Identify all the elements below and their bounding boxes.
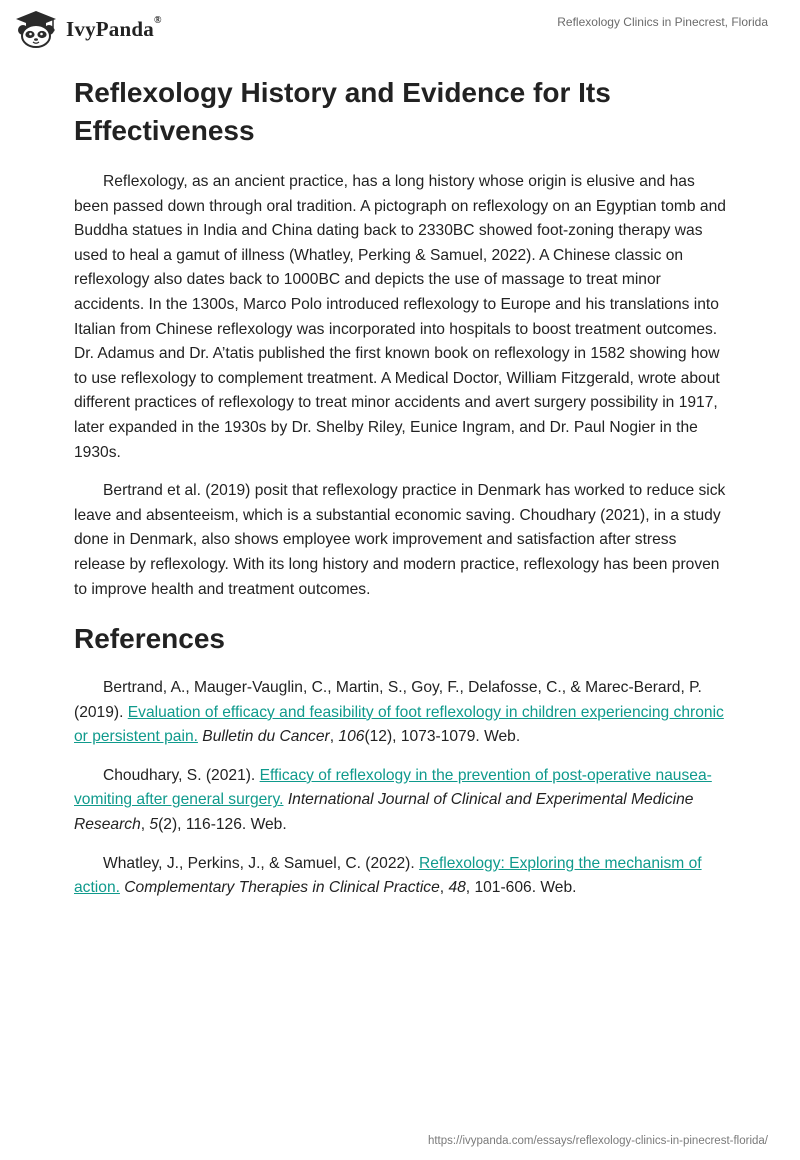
journal-name: Bulletin du Cancer xyxy=(202,728,330,746)
reference-link[interactable]: Evaluation of efficacy and feasibility of foot reflexology in children experiencing chronic or persistent pain. xyxy=(74,703,724,746)
article-title: Reflexology History and Evidence for Its Effectiveness xyxy=(74,77,611,146)
panda-graduate-icon xyxy=(12,10,60,48)
body-paragraph: Reflexology, as an ancient practice, has a long history whose origin is elusive and has been passed down through oral tradition. A pictograph on reflexology on an Egyptian tomb and Buddha statues in India and China dating back to 2330BC showed foot-zoning therapy was used to heal a gamut of illness (Whatley, Perking & Samuel, 2022). A Chinese classic on reflexology also dates back to 1000BC and depicts the use of massage to treat minor accidents. In the 1300s, Marco Polo introduced reflexology to Europe and his translations into Italian from Chinese reflexology was incorporated into hospitals to boost treatment outcomes. Dr. Adamus and Dr. A’tatis published the first known book on reflexology in 1582 showing how to use reflexology to complement treatment. A Medical Doctor, William Fitzgerald, wrote about different practices of reflexology to treat minor accidents and avert surgery possibility in 1917, later expanded in the 1930s by Dr. Shelby Riley, Eunice Ingram, and Dr. Paul Nogier in the 1930s. xyxy=(74,173,726,461)
reference-link[interactable]: Reflexology: Exploring the mechanism of action. xyxy=(74,854,702,897)
article-content xyxy=(74,74,726,901)
volume: 48 xyxy=(448,879,466,897)
page-header xyxy=(0,0,800,60)
journal-name: Complementary Therapies in Clinical Practice xyxy=(124,879,440,897)
volume: 106 xyxy=(338,728,365,746)
reference-item: Bertrand, A., Mauger-Vauglin, C., Martin, S., Goy, F., Delafosse, C., & Marec-Berard, P. (2019). Evaluation of efficacy and feasibility of foot reflexology in children experiencing chronic or persistent pain. Bulletin du Cancer, 106(12), 1073-1079. Web. xyxy=(74,679,724,746)
journal-name: International Journal of Clinical and Experimental Medicine Research xyxy=(74,791,694,834)
brand-logo[interactable] xyxy=(12,10,162,48)
source-url[interactable]: https://ivypanda.com/essays/reflexology-clinics-in-pinecrest-florida/ xyxy=(427,1135,768,1147)
body-paragraph: Bertrand et al. (2019) posit that reflexology practice in Denmark has worked to reduce sick leave and absenteeism, which is a substantial economic saving. Choudhary (2021), in a study done in Denmark, also shows employee work improvement and satisfaction after stress release by reflexology. With its long history and modern practice, reflexology has been proven to improve health and treatment outcomes. xyxy=(74,482,726,598)
references-heading: References xyxy=(74,623,225,655)
running-title: Reflexology Clinics in Pinecrest, Florida xyxy=(557,15,768,29)
reference-item: Whatley, J., Perkins, J., & Samuel, C. (2022). Reflexology: Exploring the mechanism of action. Complementary Therapies in Clinical Practice, 48, 101-606. Web. xyxy=(74,854,702,897)
reference-link[interactable]: Efficacy of reflexology in the prevention of post-operative nausea-vomiting after general surgery. xyxy=(74,766,712,809)
volume: 5 xyxy=(149,816,159,834)
reference-item: Choudhary, S. (2021). Efficacy of reflexology in the prevention of post-operative nausea-vomiting after general surgery. International Journal of Clinical and Experimental Medicine Research, 5(2), 116-126. Web. xyxy=(74,766,712,834)
brand-name: IvyPanda® xyxy=(66,14,162,41)
